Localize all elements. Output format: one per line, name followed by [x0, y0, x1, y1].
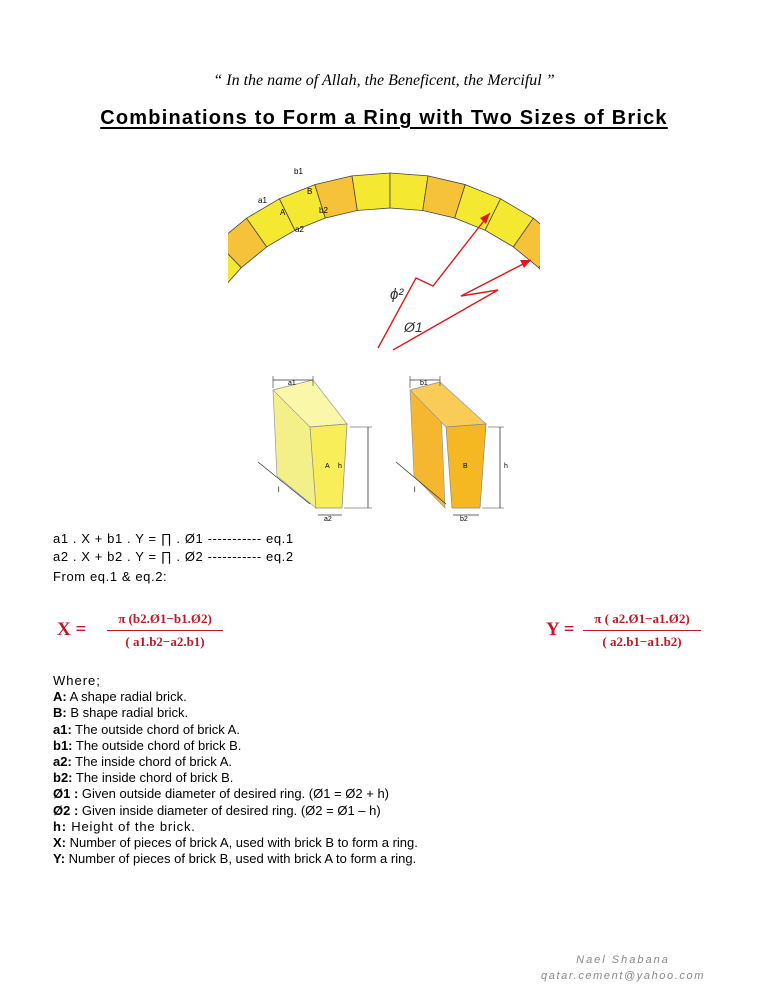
definition-item: [53, 738, 418, 754]
brick-b-bottom-label: b2: [460, 516, 468, 523]
brick-b-length-label: l: [414, 487, 416, 494]
formula-x-fraction: [107, 611, 223, 650]
phi1-arrowhead: [520, 260, 531, 268]
definition-text: The inside chord of brick A.: [71, 754, 232, 770]
definition-term: B:: [53, 705, 67, 721]
formula-x-numerator: π (b2.Ø1−b1.Ø2): [107, 611, 223, 631]
definition-item: [53, 689, 418, 705]
definition-term: A:: [53, 689, 67, 705]
author-name: Nael Shabana: [576, 954, 670, 966]
definition-term: h:: [53, 818, 67, 834]
phi1-arrow: [393, 260, 531, 350]
ring-label-A: A: [280, 208, 286, 217]
definition-text: Number of pieces of brick B, used with brick A to form a ring.: [65, 851, 417, 867]
ring-brick: [352, 173, 390, 211]
definition-text: The outside chord of brick A.: [71, 721, 240, 737]
ring-diagram: [228, 158, 540, 358]
brick-b-height-label: h: [504, 463, 508, 470]
brick-a-top-label: a1: [288, 380, 296, 387]
formula-y-denominator: ( a2.b1−a1.b2): [602, 634, 682, 649]
definition-term: X:: [53, 835, 66, 851]
definition-term: Ø1 :: [53, 786, 79, 802]
definition-text: The outside chord of brick B.: [72, 737, 242, 753]
equation-2: a2 . X + b2 . Y = ∏ . Ø2 ----------- eq.2: [53, 549, 294, 564]
formula-x-lhs: X =: [57, 619, 87, 640]
definition-item: [53, 722, 418, 738]
definition-term: a1:: [53, 721, 72, 737]
ring-label-b2: b2: [319, 206, 328, 215]
ring-label-B: B: [307, 187, 313, 196]
ring-label-b1: b1: [294, 167, 303, 176]
definitions-heading: Where;: [53, 673, 101, 688]
brick-diagram: [250, 372, 530, 524]
brick-a: [258, 376, 372, 523]
brick-a-height-label: h: [338, 463, 342, 470]
brick-a-bottom-label: a2: [324, 516, 332, 523]
definition-text: Given outside diameter of desired ring. (Ø1 = Ø2 + h): [78, 786, 390, 802]
brick-a-face-label: A: [325, 463, 330, 470]
definitions-list: [53, 673, 418, 867]
formula-x-denominator: ( a1.b2−a2.b1): [125, 634, 205, 649]
formula-y: [546, 609, 716, 653]
ring-label-phi1: Ø1: [404, 319, 423, 335]
formula-y-lhs: Y =: [546, 619, 575, 640]
formula-y-fraction: [583, 611, 701, 650]
formula-x: [57, 609, 227, 653]
ring-brick: [390, 173, 428, 211]
definition-item: [53, 705, 418, 721]
definition-item: [53, 754, 418, 770]
definition-text: B shape radial brick.: [66, 705, 189, 721]
definition-item: [53, 803, 418, 819]
definition-item: [53, 835, 418, 851]
definition-item: [53, 851, 418, 867]
ring-label-a2: a2: [295, 225, 304, 234]
phi2-arrow: [378, 213, 490, 348]
brick-b-face-label: B: [463, 463, 468, 470]
brick-b-top-label: b1: [420, 380, 428, 387]
author-email: qatar.cement@yahoo.com: [541, 970, 705, 982]
brick-b: [396, 376, 508, 523]
definition-item: [53, 770, 418, 786]
definition-text: Height of the brick.: [66, 818, 196, 834]
definition-term: Y:: [53, 851, 66, 867]
definition-text: A shape radial brick.: [66, 689, 187, 705]
definition-text: The inside chord of brick B.: [72, 770, 234, 786]
formula-y-numerator: π ( a2.Ø1−a1.Ø2): [583, 611, 701, 631]
definition-item: [53, 786, 418, 802]
ring-label-a1: a1: [258, 196, 267, 205]
definition-term: b2:: [53, 770, 73, 786]
ring-bricks: [228, 173, 540, 350]
equation-from: From eq.1 & eq.2:: [53, 569, 168, 584]
page-title-text: Combinations to Form a Ring with Two Sizes of Brick: [100, 107, 668, 129]
definition-text: Number of pieces of brick A, used with brick B to form a ring.: [66, 835, 418, 851]
equation-1: a1 . X + b1 . Y = ∏ . Ø1 ----------- eq.1: [53, 531, 294, 546]
definition-item: [53, 819, 418, 835]
brick-a-length-label: l: [278, 487, 280, 494]
definition-term: a2:: [53, 754, 72, 770]
header-quote: “ In the name of Allah, the Beneficent, the Merciful ”: [213, 72, 555, 89]
definition-term: b1:: [53, 737, 73, 753]
definition-text: Given inside diameter of desired ring. (Ø2 = Ø1 – h): [78, 802, 381, 818]
page-title: [0, 107, 768, 130]
definition-term: Ø2 :: [53, 802, 79, 818]
ring-label-phi2: ϕ²: [390, 286, 404, 303]
